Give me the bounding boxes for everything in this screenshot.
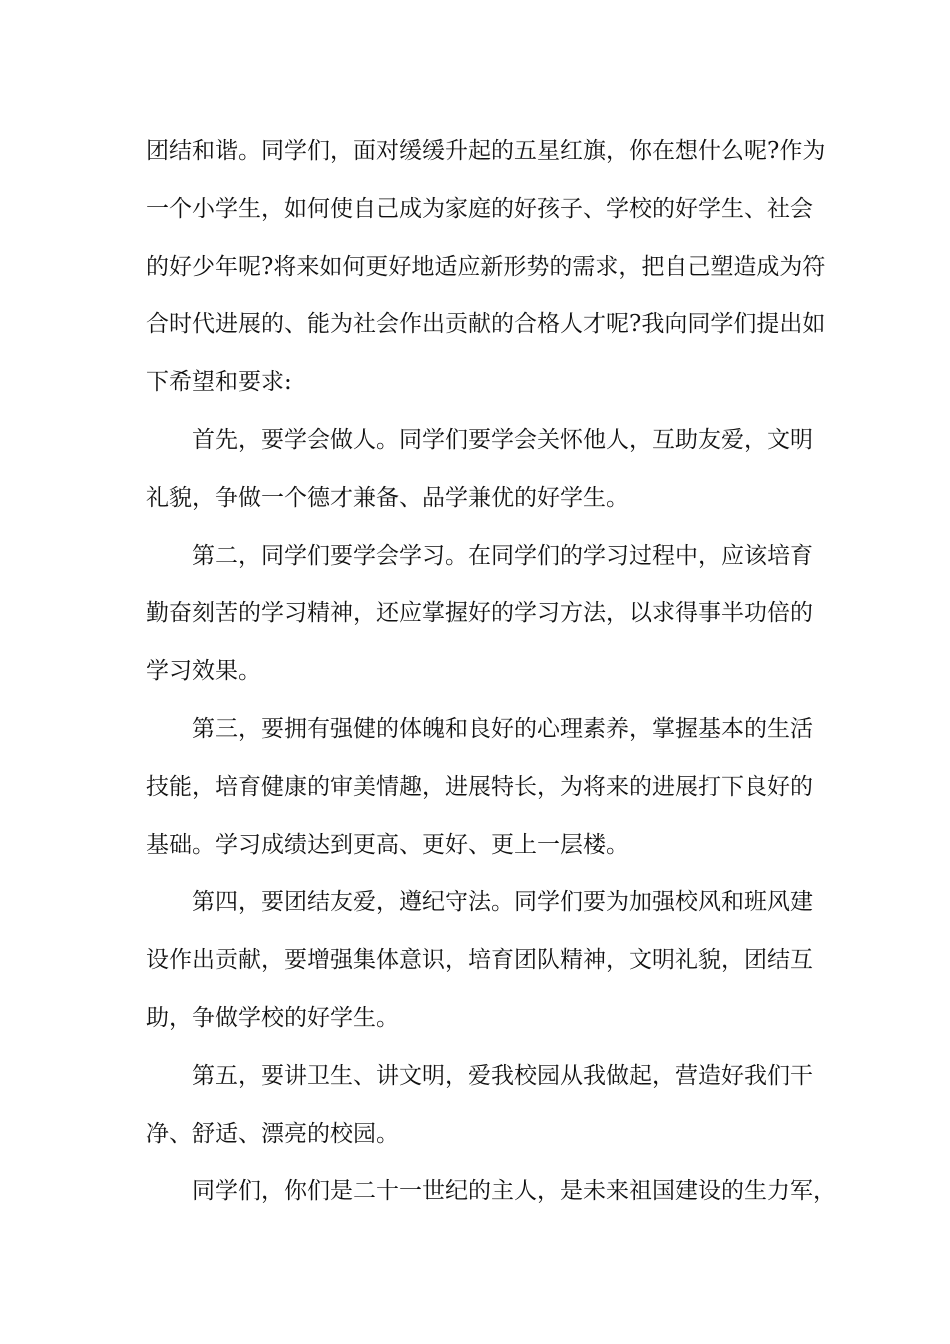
text-line: 首先，要学会做人。同学们要学会关怀他人，互助友爱，文明 (192, 426, 813, 453)
text-line: 基础。学习成绩达到更高、更好、更上一层楼。 (146, 831, 629, 858)
paragraph-7 (146, 1163, 836, 1221)
text-line: 第五，要讲卫生、讲文明，爱我校园从我做起，营造好我们干 (192, 1062, 813, 1089)
paragraph-2 (146, 412, 816, 528)
paragraph-5 (146, 874, 816, 1047)
text-line: 团结和谐。同学们，面对缓缓升起的五星红旗，你在想什么呢?作为 (146, 138, 826, 164)
text-line: 助，争做学校的好学生。 (146, 1004, 399, 1031)
text-line: 设作出贡献，要增强集体意识，培育团队精神，文明礼貌，团结互 (146, 947, 813, 974)
text-line: 净、舒适、漂亮的校园。 (146, 1120, 399, 1147)
text-line: 学习效果。 (146, 658, 261, 685)
text-line: 礼貌，争做一个德才兼备、品学兼优的好学生。 (146, 484, 629, 511)
paragraph-6 (146, 1048, 816, 1164)
text-line: 第三，要拥有强健的体魄和良好的心理素养，掌握基本的生活 (192, 715, 813, 742)
text-line: 第二，同学们要学会学习。在同学们的学习过程中，应该培育 (192, 542, 813, 569)
text-line: 一个小学生，如何使自己成为家庭的好孩子、学校的好学生、社会 (146, 195, 813, 222)
paragraph-3 (146, 528, 816, 701)
paragraph-4 (146, 701, 816, 874)
paragraph-1 (146, 123, 826, 412)
text-line: 的好少年呢?将来如何更好地适应新形势的需求，把自己塑造成为符 (146, 253, 826, 280)
text-line: 第四，要团结友爱，遵纪守法。同学们要为加强校风和班风建 (192, 889, 813, 916)
text-line: 勤奋刻苦的学习精神，还应掌握好的学习方法，以求得事半功倍的 (146, 600, 813, 627)
text-line: 技能，培育健康的审美情趣，进展特长，为将来的进展打下良好的 (146, 773, 813, 800)
text-line: 合时代进展的、能为社会作出贡献的合格人才呢?我向同学们提出如 (146, 311, 826, 338)
text-line: 下希望和要求: (146, 369, 292, 396)
document-body (146, 123, 836, 1221)
text-line: 同学们，你们是二十一世纪的主人，是未来祖国建设的生力军， (192, 1178, 836, 1205)
